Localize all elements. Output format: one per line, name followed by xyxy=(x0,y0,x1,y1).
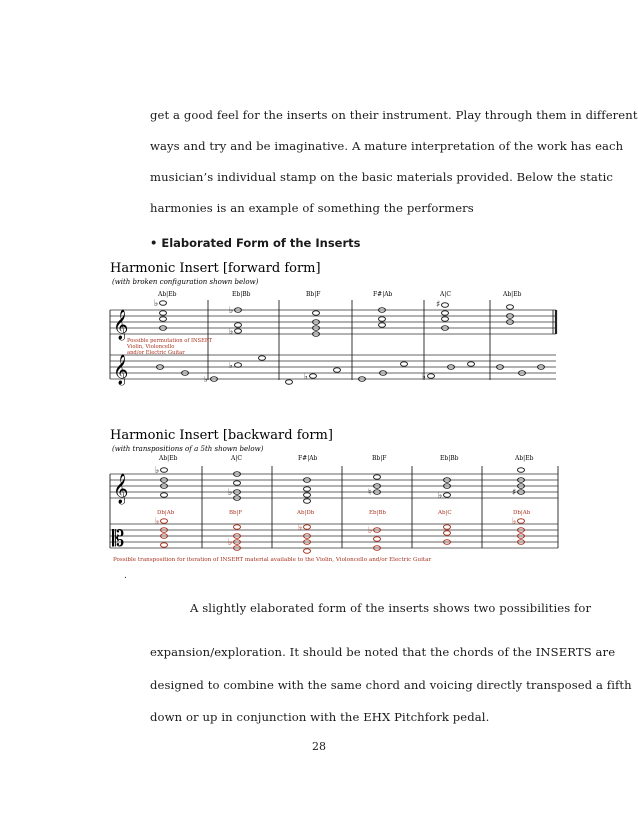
chord-label: Ab|Eb xyxy=(503,291,522,298)
svg-text:♭: ♭ xyxy=(512,517,517,527)
svg-text:♭: ♭ xyxy=(228,538,233,548)
broken-notes xyxy=(157,356,545,385)
flat-accidentals xyxy=(155,466,516,501)
svg-text:♭: ♭ xyxy=(154,299,159,309)
chord-notes xyxy=(160,301,514,337)
section-heading: • Elaborated Form of the Inserts xyxy=(150,236,361,250)
svg-text:and/or Electric Guitar: and/or Electric Guitar xyxy=(127,350,185,356)
paragraph-line: expansion/exploration. It should be noted that the chords of the INSERTS are xyxy=(150,645,616,659)
figure-backward-form xyxy=(110,428,558,563)
chord-label: A|C xyxy=(231,455,242,462)
chord-label: Ab|Eb xyxy=(158,291,177,298)
paragraph-line: harmonies is an example of something the performers xyxy=(150,201,474,215)
flat-accidentals xyxy=(154,299,440,337)
chord-label: Bb|F xyxy=(306,291,321,298)
staff-lower xyxy=(110,355,556,379)
stray-mark: . xyxy=(124,571,127,581)
svg-text:♯: ♯ xyxy=(512,488,517,498)
svg-text:♭: ♭ xyxy=(204,375,208,384)
chord-label: F#|Ab xyxy=(298,455,318,462)
svg-text:Ab|Db: Ab|Db xyxy=(297,510,315,516)
figure2-title: Harmonic Insert [backward form] xyxy=(110,428,333,443)
chord-label: Bb|F xyxy=(372,455,387,462)
chord-label: Ab|Eb xyxy=(159,455,178,462)
svg-text:Ab|C: Ab|C xyxy=(438,510,452,516)
figure1-title: Harmonic Insert [forward form] xyxy=(110,261,321,276)
staff-upper xyxy=(110,474,558,498)
svg-text:♭: ♭ xyxy=(422,372,426,381)
svg-text:Violin, Violoncello: Violin, Violoncello xyxy=(127,344,175,350)
paragraph-line: musician’s individual stamp on the basic materials provided. Below the static xyxy=(150,170,614,184)
figure2-subtitle: (with transpositions of a 5th shown below) xyxy=(112,445,264,453)
svg-text:♭: ♭ xyxy=(368,526,373,536)
permutation-note xyxy=(126,338,213,356)
svg-text:♭: ♭ xyxy=(229,361,233,370)
paragraph-line: down or up in conjunction with the EHX Pitchfork pedal. xyxy=(150,710,490,724)
svg-text:Db|Ab: Db|Ab xyxy=(513,510,531,516)
figure1-subtitle: (with broken configuration shown below) xyxy=(112,278,259,286)
chord-label: Ab|Eb xyxy=(515,455,534,462)
paragraph-line: get a good feel for the inserts on their instrument. Play through them in different xyxy=(150,108,638,122)
figure-forward-form xyxy=(110,261,556,386)
treble-clef-icon: 𝄞 xyxy=(113,474,129,504)
svg-text:♭: ♭ xyxy=(228,488,233,498)
paragraph-line: ways and try and be imaginative. A mature interpretation of the work has each xyxy=(150,139,624,153)
svg-text:♭: ♭ xyxy=(298,523,303,533)
svg-text:♯: ♯ xyxy=(436,300,441,310)
svg-text:Eb|Bb: Eb|Bb xyxy=(369,510,386,516)
chord-label: Eb|Bb xyxy=(232,291,251,298)
paragraph-line: A slightly elaborated form of the inserts shows two possibilities for xyxy=(190,601,592,615)
svg-text:Db|Ab: Db|Ab xyxy=(157,510,175,516)
transposition-labels xyxy=(157,510,531,516)
alto-clef-icon: 𝄡 xyxy=(112,527,125,552)
svg-text:♭: ♭ xyxy=(229,327,234,337)
paragraph-line: designed to combine with the same chord and voicing directly transposed a fifth xyxy=(150,678,632,692)
staff-upper xyxy=(110,310,556,334)
treble-clef-icon: 𝄞 xyxy=(113,355,129,385)
svg-text:♭: ♭ xyxy=(304,372,308,381)
chord-label: F#|Ab xyxy=(373,291,393,298)
chord-label: A|C xyxy=(440,291,451,298)
svg-text:Bb|F: Bb|F xyxy=(229,510,243,516)
page-number: 28 xyxy=(312,740,326,753)
svg-text:♭: ♭ xyxy=(438,491,443,501)
svg-text:♮: ♮ xyxy=(368,488,372,498)
treble-clef-icon: 𝄞 xyxy=(113,310,129,340)
svg-text:♭: ♭ xyxy=(155,517,160,527)
chord-label: Eb|Bb xyxy=(440,455,459,462)
staff-lower xyxy=(110,524,558,548)
svg-text:♭: ♭ xyxy=(155,466,160,476)
transposition-caption: Possible transposition for iteration of INSERT material available to the Violin, Violoncello and/or Electric Guitar xyxy=(113,557,432,563)
svg-text:Possible permutation of INSERT: Possible permutation of INSERT xyxy=(127,338,213,344)
svg-text:♭: ♭ xyxy=(229,306,234,316)
